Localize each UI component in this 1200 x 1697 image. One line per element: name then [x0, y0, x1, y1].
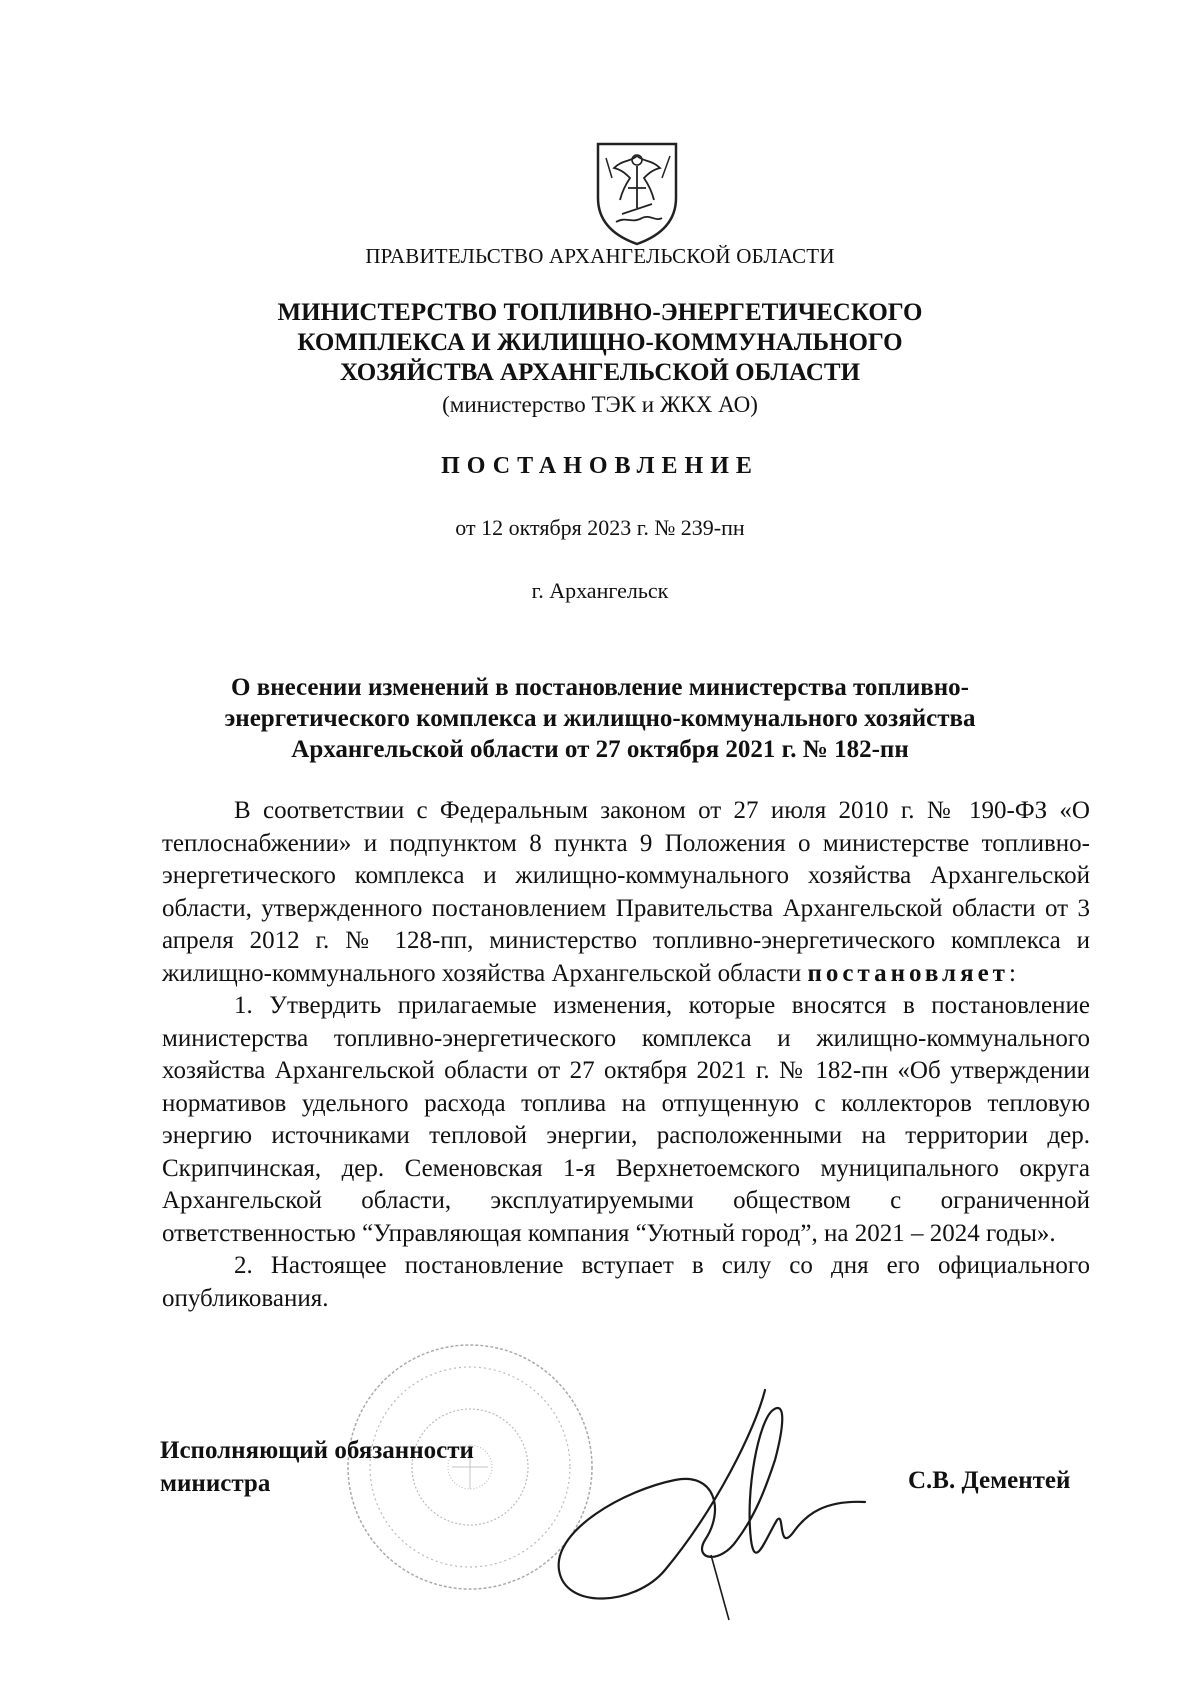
signatory-name: С.В. Дементей: [908, 1467, 1071, 1494]
document-city: г. Архангельск: [531, 578, 669, 603]
subject-line: энергетического комплекса и жилищно-коммунального хозяйства: [224, 705, 976, 732]
document-body: [162, 795, 1090, 1315]
item-1-paragraph: 1. Утвердить прилагаемые изменения, которые вносятся в постановление министерства топливно-энергетического комплекса и жилищно-коммунального хозяйства Архангельской области от 27 октября 2021 г. № 182-пн «Об утверждении нормативов удельного расхода топлива на отпущенную с коллекторов тепловую энергию источниками тепловой энергии, расположенными на территории дер. Скрипчинская, дер. Семеновская 1-я Верхнетоемского муниципального округа Архангельской области, эксплуатируемыми обществом с ограниченной ответственностью “Управляющая компания “Уютный город”, на 2021 – 2024 годы».: [162, 992, 1090, 1247]
preamble-text: В соответствии с Федеральным законом от 27 июля 2010 г. № 190-ФЗ «О теплоснабжении» и подпунктом 8 пункта 9 Положения о министерстве топливно-энергетического комплекса и жилищно-коммунального хозяйства Архангельской области, утвержденного постановлением Правительства Архангельской области от 3 апреля 2012 г. № 128-пп, министерство топливно-энергетического комплекса и жилищно-коммунального хозяйства Архангельской области: [162, 797, 1090, 987]
ministry-name: [0, 298, 1200, 388]
ministry-name-line: КОМПЛЕКСА И ЖИЛИЩНО-КОММУНАЛЬНОГО: [297, 329, 903, 356]
position-line: Исполняющий обязанности: [160, 1437, 474, 1464]
resolves-word: постановляет: [807, 959, 1009, 987]
item-2-paragraph: 2. Настоящее постановление вступает в силу со дня его официального опубликования.: [162, 1252, 1090, 1312]
signatory-position: [160, 1434, 474, 1500]
document-type: ПОСТАНОВЛЕНИЕ: [441, 453, 759, 479]
coat-of-arms-emblem: [592, 138, 682, 246]
preamble-paragraph: [162, 795, 1090, 990]
government-title: ПРАВИТЕЛЬСТВО АРХАНГЕЛЬСКОЙ ОБЛАСТИ: [365, 244, 835, 268]
resolves-colon: :: [1008, 959, 1016, 987]
document-subject: [0, 672, 1200, 765]
ministry-name-line: ХОЗЯЙСТВА АРХАНГЕЛЬСКОЙ ОБЛАСТИ: [339, 359, 861, 386]
subject-line: О внесении изменений в постановление министерства топливно-: [231, 674, 969, 701]
ministry-name-line: МИНИСТЕРСТВО ТОПЛИВНО-ЭНЕРГЕТИЧЕСКОГО: [277, 299, 923, 326]
position-line: министра: [160, 1470, 271, 1497]
document-date-number: от 12 октября 2023 г. № 239-пн: [455, 515, 745, 540]
subject-line: Архангельской области от 27 октября 2021 г. № 182-пн: [291, 736, 909, 763]
handwritten-signature: [515, 1370, 895, 1630]
ministry-abbreviation: (министерство ТЭК и ЖКХ АО): [442, 392, 758, 417]
